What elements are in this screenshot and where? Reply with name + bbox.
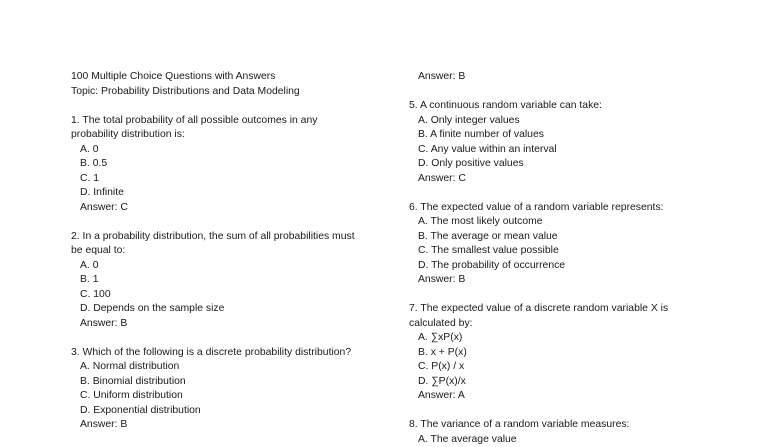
question-6	[409, 201, 709, 288]
option-a: A. Only integer values	[409, 114, 709, 129]
answer: Answer: B	[409, 273, 709, 288]
option-c: C. The smallest value possible	[409, 244, 709, 259]
answer: Answer: C	[409, 172, 709, 187]
question-7	[409, 302, 709, 404]
option-d: D. The probability of occurrence	[409, 259, 709, 274]
question-stem: probability distribution is:	[71, 128, 371, 143]
option-a: A. The most likely outcome	[409, 215, 709, 230]
option-c: C. Any value within an interval	[409, 143, 709, 158]
option-b: B. 1	[71, 273, 371, 288]
question-8	[409, 418, 709, 447]
option-a: A. The average value	[409, 433, 709, 447]
answer: Answer: C	[71, 201, 371, 216]
question-stem: 6. The expected value of a random variable represents:	[409, 201, 709, 216]
option-c: C. 100	[71, 288, 371, 303]
option-b: B. 0.5	[71, 157, 371, 172]
question-4-answer-fragment	[409, 70, 709, 85]
question-stem: 8. The variance of a random variable measures:	[409, 418, 709, 433]
option-d: D. Exponential distribution	[71, 404, 371, 419]
document-title: 100 Multiple Choice Questions with Answers	[71, 70, 371, 85]
question-5	[409, 99, 709, 186]
option-c: C. Uniform distribution	[71, 389, 371, 404]
answer: Answer: B	[409, 70, 709, 85]
question-2	[71, 230, 371, 332]
question-stem: 2. In a probability distribution, the sum of all probabilities must	[71, 230, 371, 245]
option-a: A. 0	[71, 143, 371, 158]
question-stem: calculated by:	[409, 317, 709, 332]
option-d: D. Depends on the sample size	[71, 302, 371, 317]
option-a: A. 0	[71, 259, 371, 274]
right-column	[409, 70, 709, 447]
question-stem: be equal to:	[71, 244, 371, 259]
left-column	[71, 70, 371, 433]
question-stem: 5. A continuous random variable can take:	[409, 99, 709, 114]
option-d: D. ∑P(x)/x	[409, 375, 709, 390]
option-b: B. x + P(x)	[409, 346, 709, 361]
option-b: B. Binomial distribution	[71, 375, 371, 390]
document-topic: Topic: Probability Distributions and Data Modeling	[71, 85, 371, 100]
option-c: C. 1	[71, 172, 371, 187]
option-a: A. ∑xP(x)	[409, 331, 709, 346]
answer: Answer: B	[71, 418, 371, 433]
option-a: A. Normal distribution	[71, 360, 371, 375]
option-d: D. Infinite	[71, 186, 371, 201]
answer: Answer: B	[71, 317, 371, 332]
answer: Answer: A	[409, 389, 709, 404]
option-d: D. Only positive values	[409, 157, 709, 172]
option-c: C. P(x) / x	[409, 360, 709, 375]
option-b: B. A finite number of values	[409, 128, 709, 143]
option-b: B. The average or mean value	[409, 230, 709, 245]
question-stem: 7. The expected value of a discrete random variable X is	[409, 302, 709, 317]
question-stem: 1. The total probability of all possible outcomes in any	[71, 114, 371, 129]
question-3	[71, 346, 371, 433]
question-stem: 3. Which of the following is a discrete probability distribution?	[71, 346, 371, 361]
question-1	[71, 114, 371, 216]
